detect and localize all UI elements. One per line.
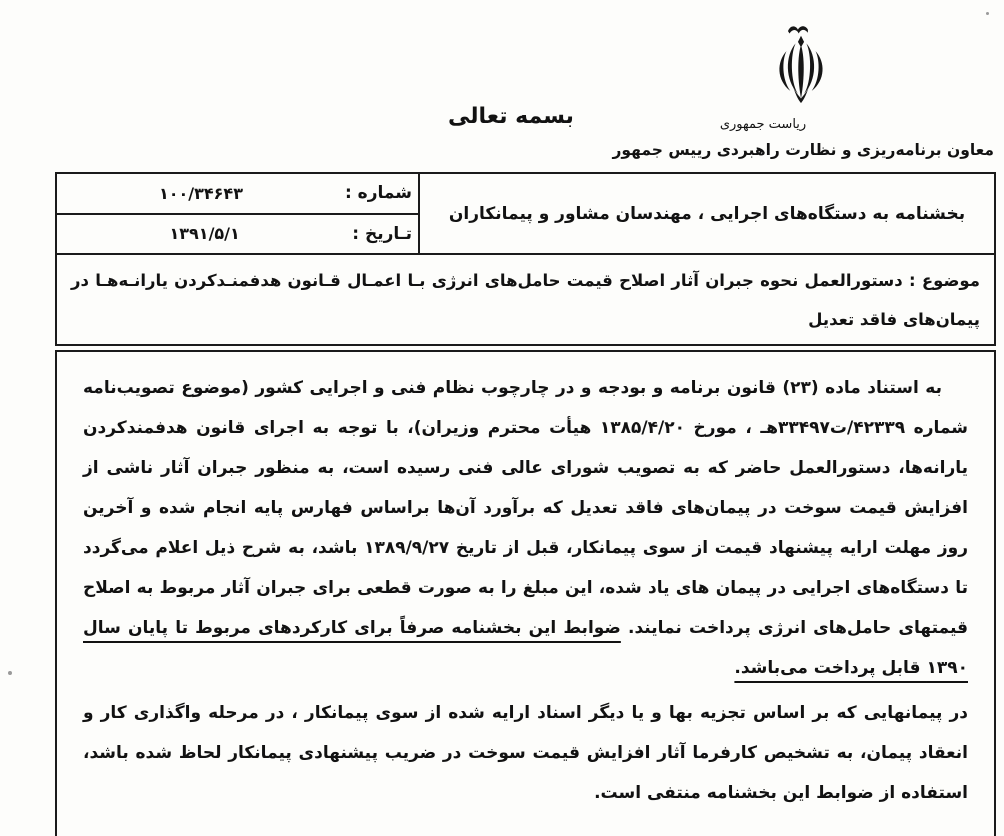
info-table	[55, 172, 996, 255]
date-row	[57, 215, 418, 254]
paragraph-1-text: به استناد ماده (۲۳) قانون برنامه و بودجه و در چارچوب نظام فنی و اجرایی کشور (موضوع تصویب‌نامه شماره ۴۲۳۳۹/ت۳۳۴۹۷هـ ، مورخ ۱۳۸۵/۴/۲۰ هیأت محترم وزیران)، با توجه به اجرای قانون هدفمندکردن یارانه‌ها، دستورالعمل حاضر که به تصویب شورای عالی فنی رسیده است، به منظور جبران آثار ناشی از افزایش قیمت سوخت در پیمان‌های فاقد تعدیل که برآورد آن‌ها براساس فهارس پایه انجام شده و آخرین روز مهلت ارایه پیشنهاد قیمت از سوی پیمانکار، قبل از تاریخ ۱۳۸۹/۹/۲۷ باشد، به شرح ذیل اعلام می‌گردد تا دستگاه‌های اجرایی در پیمان های یاد شده، این مبلغ را به صورت قطعی برای جبران آثار مربوط به اصلاح قیمتهای حامل‌های انرژی پرداخت نمایند.	[83, 378, 969, 638]
subject-box	[55, 253, 996, 346]
date-value: ۱۳۹۱/۵/۱	[169, 224, 240, 244]
scan-speck	[986, 12, 989, 15]
presidency-office-label: ریاست جمهوری	[719, 117, 807, 132]
body-paragraph-1	[83, 368, 968, 688]
number-value: ۱۰۰/۳۴۶۴۳	[158, 183, 243, 203]
subject-line-2: پیمان‌های فاقد تعدیل	[808, 310, 980, 329]
body-box	[55, 350, 996, 836]
recipient-cell	[420, 174, 994, 253]
scan-speck	[8, 671, 12, 675]
deputy-title: معاون برنامه‌ریزی و نظارت راهبردی رییس جمهور	[612, 141, 994, 159]
document-frame	[55, 172, 996, 836]
subject-label: موضوع :	[909, 271, 980, 290]
paragraph-1-underlined-text: ضوابط این بخشنامه صرفاً برای کارکردهای مربوط تا پایان سال ۱۳۹۰ قابل پرداخت می‌باشد.	[83, 618, 968, 678]
subject-line-1	[71, 260, 980, 302]
number-label: شماره :	[344, 183, 412, 204]
iran-emblem-icon	[762, 22, 840, 110]
body-paragraph-2: در پیمانهایی که بر اساس تجزیه بها و یا دیگر اسناد ارایه شده از سوی پیمانکار ، در مرحله واگذاری کار و انعقاد پیمان، به تشخیص کارفرما آثار افزایش قیمت سوخت در ضریب پیشنهادی پیمانکار لحاظ شده باشد، استفاده از ضوابط این بخشنامه منتفی است.	[83, 703, 968, 803]
date-label: تـاریخ :	[352, 223, 412, 244]
bismillah-heading: بسمه تعالی	[448, 104, 574, 129]
recipient-text: بخشنامه به دستگاه‌های اجرایی ، مهندسان مشاور و پیمانکاران	[448, 203, 966, 224]
number-date-cell	[57, 174, 420, 253]
subject-text-line1: دستورالعمل نحوه جبران آثار اصلاح قیمت حامل‌های انرژی بـا اعمـال قـانون هدفمنـدکردن یارانـه‌هـا در	[71, 271, 903, 290]
number-row	[57, 174, 418, 215]
